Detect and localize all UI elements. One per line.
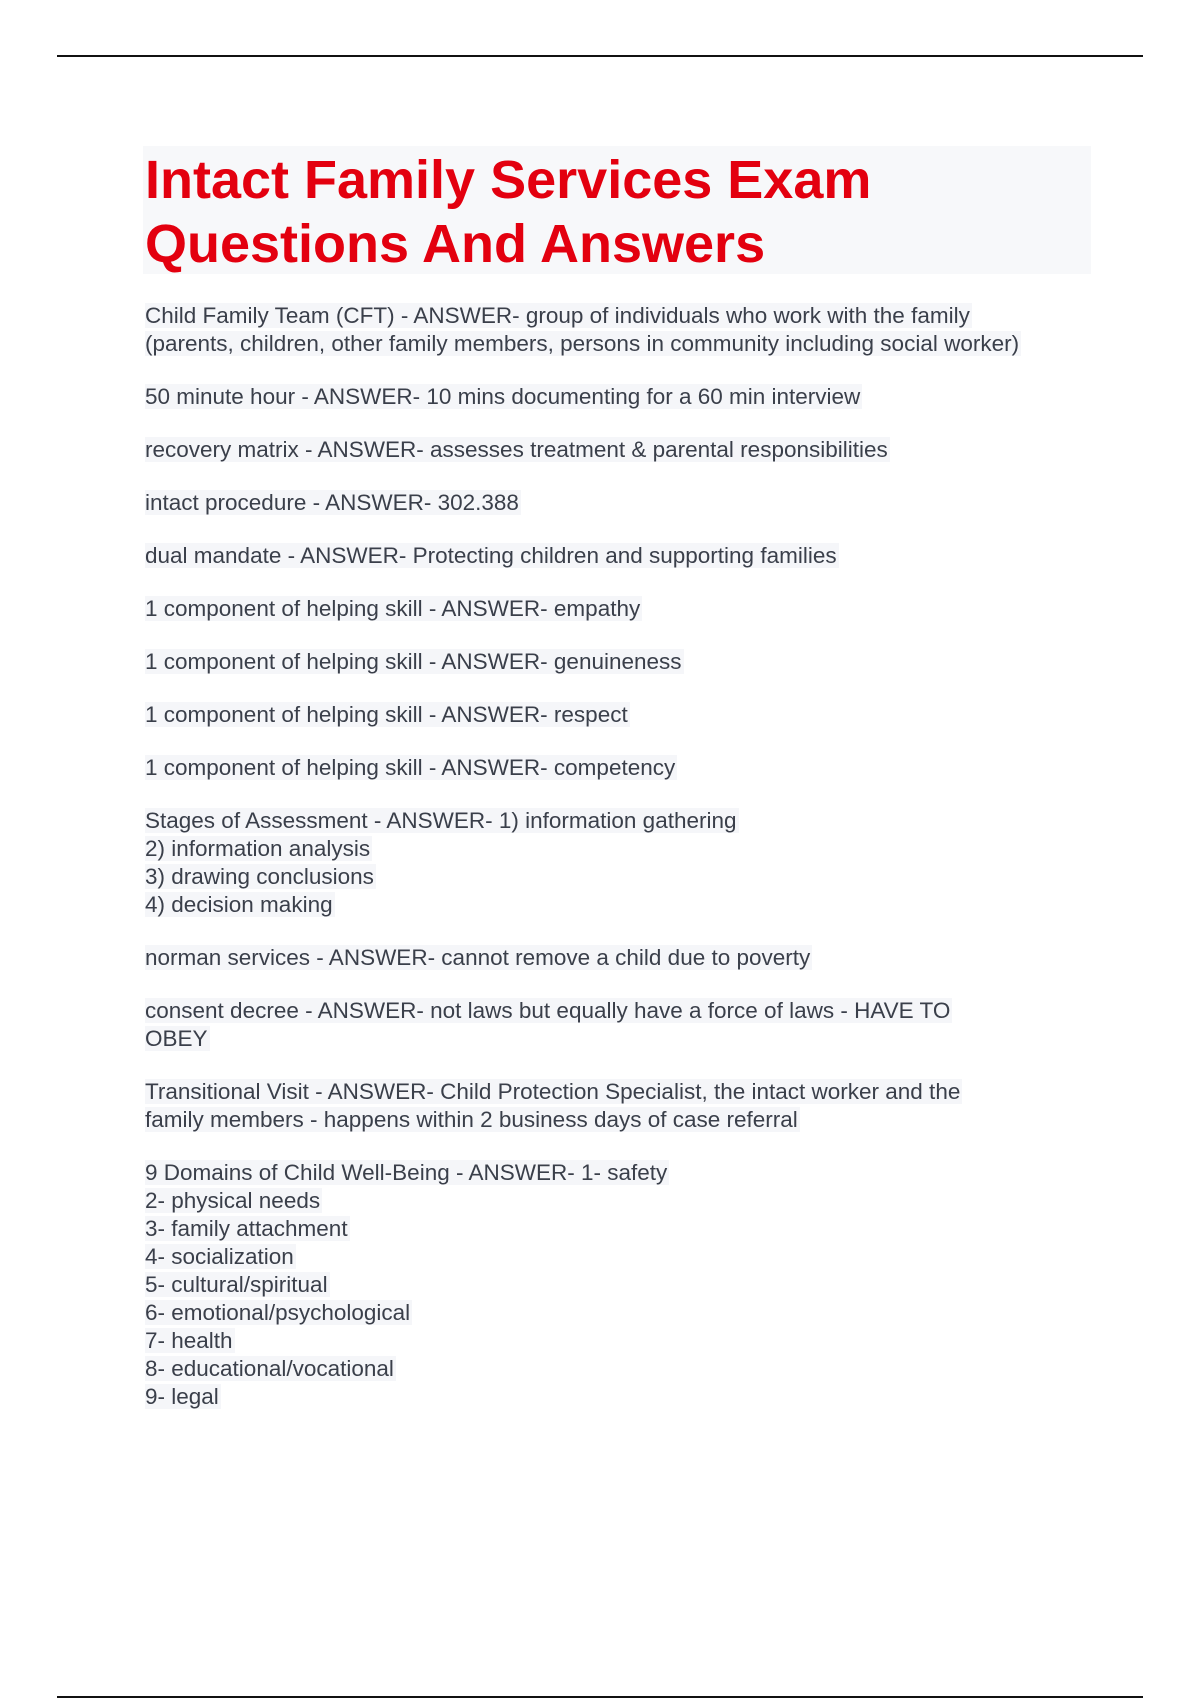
qa-line-text: dual mandate - ANSWER- Protecting children and supporting families	[145, 543, 837, 568]
qa-item	[145, 754, 1095, 782]
qa-line	[145, 1327, 1095, 1355]
qa-line-text: 1 component of helping skill - ANSWER- genuineness	[145, 649, 682, 674]
qa-item	[145, 595, 1095, 623]
qa-list	[145, 302, 1095, 1436]
qa-item	[145, 701, 1095, 729]
qa-line	[145, 863, 1095, 891]
qa-line-text: 50 minute hour - ANSWER- 10 mins documenting for a 60 min interview	[145, 384, 861, 409]
qa-line	[145, 1271, 1095, 1299]
qa-line-text: 3- family attachment	[145, 1216, 348, 1241]
qa-line-text: 4- socialization	[145, 1244, 294, 1269]
qa-line	[145, 1078, 1095, 1106]
qa-line	[145, 754, 1095, 782]
qa-line-text: family members - happens within 2 business days of case referral	[145, 1107, 798, 1132]
qa-item	[145, 383, 1095, 411]
qa-line-text: 5- cultural/spiritual	[145, 1272, 328, 1297]
qa-line-text: 1 component of helping skill - ANSWER- respect	[145, 702, 628, 727]
qa-line	[145, 835, 1095, 863]
qa-item	[145, 648, 1095, 676]
qa-line-text: 6- emotional/psychological	[145, 1300, 411, 1325]
qa-item	[145, 542, 1095, 570]
top-rule	[57, 55, 1143, 57]
qa-line	[145, 1299, 1095, 1327]
qa-item	[145, 1078, 1095, 1134]
document-title	[143, 146, 1091, 274]
qa-line-text: 2- physical needs	[145, 1188, 321, 1213]
qa-line	[145, 595, 1095, 623]
qa-line	[145, 1106, 1095, 1134]
qa-line	[145, 648, 1095, 676]
qa-line-text: 4) decision making	[145, 892, 333, 917]
qa-line-text: 7- health	[145, 1328, 233, 1353]
title-line-1: Intact Family Services Exam	[145, 150, 872, 210]
qa-line	[145, 944, 1095, 972]
qa-line	[145, 1025, 1095, 1053]
qa-item	[145, 807, 1095, 919]
qa-line-text: intact procedure - ANSWER- 302.388	[145, 490, 519, 515]
qa-line	[145, 436, 1095, 464]
qa-item	[145, 489, 1095, 517]
qa-item	[145, 944, 1095, 972]
qa-line-text: (parents, children, other family members, persons in community including social worker)	[145, 331, 1020, 356]
qa-line	[145, 383, 1095, 411]
qa-line-text: 1 component of helping skill - ANSWER- empathy	[145, 596, 641, 621]
qa-line	[145, 701, 1095, 729]
qa-line	[145, 997, 1095, 1025]
qa-line	[145, 542, 1095, 570]
qa-item	[145, 302, 1095, 358]
qa-line-text: 9 Domains of Child Well-Being - ANSWER- 1- safety	[145, 1160, 668, 1185]
qa-line-text: Transitional Visit - ANSWER- Child Protection Specialist, the intact worker and the	[145, 1079, 961, 1104]
qa-line	[145, 1243, 1095, 1271]
qa-line-text: 3) drawing conclusions	[145, 864, 374, 889]
qa-line-text: consent decree - ANSWER- not laws but equally have a force of laws - HAVE TO	[145, 998, 951, 1023]
qa-line	[145, 1215, 1095, 1243]
title-line-2: Questions And Answers	[145, 214, 766, 274]
qa-line-text: 2) information analysis	[145, 836, 371, 861]
bottom-rule	[57, 1696, 1143, 1698]
qa-line-text: 8- educational/vocational	[145, 1356, 394, 1381]
qa-line	[145, 891, 1095, 919]
qa-line	[145, 807, 1095, 835]
qa-line-text: recovery matrix - ANSWER- assesses treatment & parental responsibilities	[145, 437, 888, 462]
qa-line	[145, 1187, 1095, 1215]
qa-line	[145, 489, 1095, 517]
qa-line	[145, 1159, 1095, 1187]
qa-line-text: norman services - ANSWER- cannot remove a child due to poverty	[145, 945, 811, 970]
qa-line	[145, 1383, 1095, 1411]
qa-line	[145, 302, 1095, 330]
qa-line-text: 1 component of helping skill - ANSWER- competency	[145, 755, 676, 780]
qa-item	[145, 1159, 1095, 1411]
qa-line-text: Child Family Team (CFT) - ANSWER- group of individuals who work with the family	[145, 303, 970, 328]
qa-line-text: OBEY	[145, 1026, 208, 1051]
qa-line	[145, 330, 1095, 358]
qa-item	[145, 997, 1095, 1053]
qa-item	[145, 436, 1095, 464]
qa-line	[145, 1355, 1095, 1383]
qa-line-text: Stages of Assessment - ANSWER- 1) information gathering	[145, 808, 737, 833]
qa-line-text: 9- legal	[145, 1384, 219, 1409]
